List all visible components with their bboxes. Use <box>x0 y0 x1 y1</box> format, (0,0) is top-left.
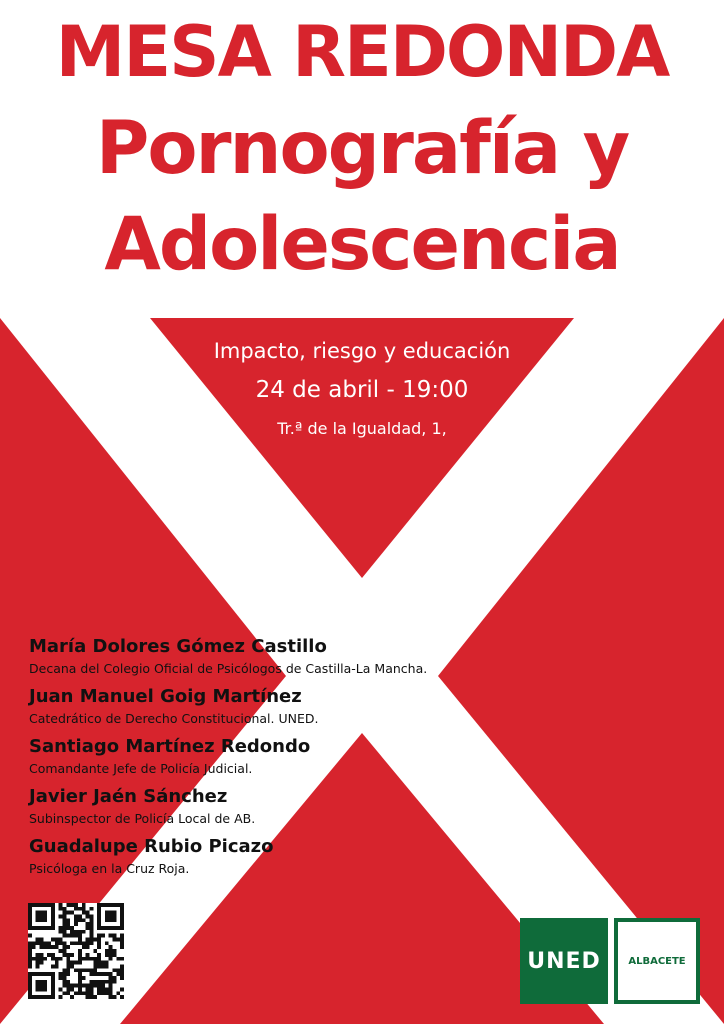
title-line-1: MESA REDONDA <box>55 11 669 93</box>
speaker-name: Javier Jaén Sánchez <box>29 786 228 807</box>
uned-logo <box>520 918 608 1004</box>
albacete-logo <box>614 918 700 1004</box>
speaker-name: Juan Manuel Goig Martínez <box>29 686 302 707</box>
title-block <box>0 0 724 320</box>
speaker-list <box>29 634 589 884</box>
speaker-item <box>29 684 589 734</box>
uned-logo-text: UNED <box>527 948 601 974</box>
speaker-role: Comandante Jefe de Policía Judicial. <box>29 761 253 776</box>
speaker-role: Subinspector de Policía Local de AB. <box>29 811 256 826</box>
qr-code-icon[interactable] <box>28 903 124 999</box>
event-subtitle: Impacto, riesgo y educación <box>213 339 511 363</box>
speaker-name: Santiago Martínez Redondo <box>29 736 311 757</box>
title-line-2: Pornografía y <box>95 106 629 191</box>
speaker-item <box>29 834 589 884</box>
event-datetime: 24 de abril - 19:00 <box>255 377 469 403</box>
speaker-role: Psicóloga en la Cruz Roja. <box>29 861 190 876</box>
event-address: Tr.ª de la Igualdad, 1, <box>277 419 447 438</box>
speaker-role: Catedrático de Derecho Constitucional. UNED. <box>29 711 319 726</box>
speaker-item <box>29 784 589 834</box>
albacete-logo-text: ALBACETE <box>628 955 686 967</box>
speaker-name: Guadalupe Rubio Picazo <box>29 836 274 857</box>
speaker-role: Decana del Colegio Oficial de Psicólogos de Castilla-La Mancha. <box>29 661 428 676</box>
title-line-3: Adolescencia <box>104 202 620 287</box>
speaker-item <box>29 634 589 684</box>
speaker-name: María Dolores Gómez Castillo <box>29 636 327 657</box>
speaker-item <box>29 734 589 784</box>
